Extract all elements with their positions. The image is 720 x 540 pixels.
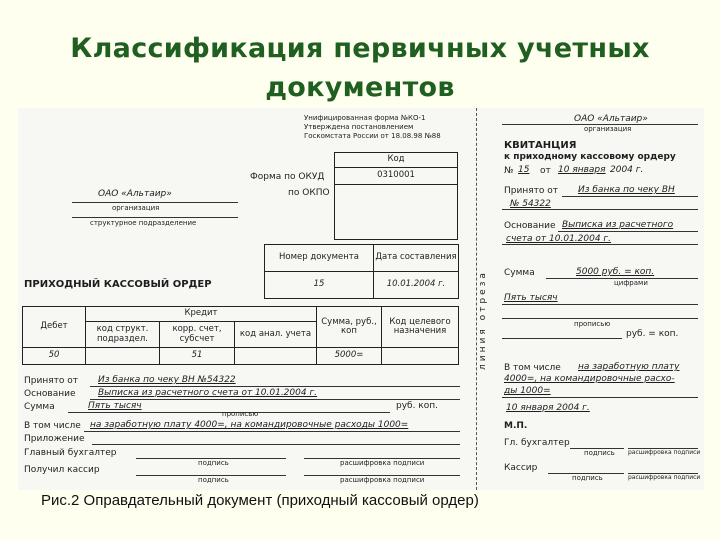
struct-code-value [85, 347, 160, 365]
receipt-received-from-label: Принято от [504, 186, 558, 196]
sign-decode-caption-1: расшифровка подписи [340, 459, 425, 467]
slide-title-line2: документов [265, 72, 455, 103]
sum-value: 5000= [316, 347, 382, 365]
sum-words: Пять тысяч [88, 401, 142, 411]
receipt-org-name: ОАО «Альтаир» [574, 114, 648, 124]
receipt-including-label: В том числе [504, 363, 561, 373]
receipt-signature-caption-2: подпись [572, 474, 603, 482]
cut-line [476, 108, 477, 490]
cut-line-label: линия отреза [478, 270, 488, 370]
anal-code-header: код анал. учета [234, 321, 317, 348]
receipt-signature-caption-1: подпись [584, 449, 615, 457]
receipt-received-from-2: № 54322 [510, 199, 551, 209]
basis-value: Выписка из расчетного счета от 10.01.2004 г. [98, 388, 318, 398]
receipt-digits-caption: цифрами [614, 279, 648, 287]
receipt-org-caption: организация [584, 125, 632, 133]
receipt-sign-decode-caption-1: расшифровка подписи [628, 449, 701, 456]
receipt-stamp-mark: М.П. [504, 421, 528, 431]
receipt-received-from-1: Из банка по чеку ВН [578, 185, 675, 195]
corr-account-header: корр. счет, субсчет [159, 321, 235, 348]
receipt-propis-caption: прописью [574, 320, 611, 328]
debit-value: 50 [22, 347, 86, 365]
signature-caption-1: подпись [198, 459, 229, 467]
receipt-sum-words: Пять тысяч [504, 293, 558, 303]
scanned-document [18, 108, 704, 490]
okpo-label: по ОКПО [288, 188, 330, 198]
debit-header: Дебет [22, 306, 86, 348]
including-value: на заработную плату 4000=, на командировочные расходы 1000= [90, 420, 409, 430]
receipt-including-1: на заработную плату [578, 362, 680, 372]
docdate-value: 10.01.2004 г. [373, 271, 459, 299]
basis-label: Основание [24, 389, 76, 399]
receipt-chief-accountant-label: Гл. бухгалтер [504, 438, 570, 448]
org-caption: организация [112, 204, 160, 212]
receipt-title: КВИТАНЦИЯ [504, 140, 577, 151]
including-label: В том числе [24, 421, 81, 431]
docnum-value: 15 [264, 271, 374, 299]
received-from-label: Принято от [24, 376, 78, 386]
form-header-3: Госкомстата России от 18.08.98 №88 [304, 132, 441, 140]
form-header-1: Унифицированная форма №КО-1 [304, 114, 426, 122]
receipt-num: 15 [518, 165, 530, 175]
docnum-header: Номер документа [264, 244, 374, 272]
receipt-num-prefix: № [504, 166, 514, 176]
dept-caption: структурное подразделение [90, 219, 197, 227]
figure-caption: Рис.2 Оправдательный документ (приходный кассовый ордер) [41, 492, 479, 509]
sign-decode-caption-2: расшифровка подписи [340, 476, 425, 484]
okpo-code-box [334, 184, 458, 240]
purpose-code-value [381, 347, 459, 365]
sum-label: Сумма [24, 402, 55, 412]
receipt-including-2: 4000=, на командировочные расхо- [504, 374, 675, 384]
receipt-sign-decode-caption-2: расшифровка подписи [628, 474, 701, 481]
slide-title-line1: Классификация первичных учетных [70, 33, 650, 64]
attachment-label: Приложение [24, 434, 85, 444]
receipt-basis-2: счета от 10.01.2004 г. [506, 234, 612, 244]
receipt-date: 10 января [558, 165, 606, 175]
receipt-sum-num: 5000 руб. = коп. [576, 267, 655, 277]
signature-caption-2: подпись [198, 476, 229, 484]
receipt-subtitle: к приходному кассовому ордеру [504, 152, 676, 162]
okud-code: 0310001 [334, 167, 458, 185]
cashier-label: Получил кассир [24, 465, 100, 475]
receipt-year: 2004 г. [610, 165, 644, 175]
okud-label: Форма по ОКУД [250, 172, 325, 182]
receipt-including-3: ды 1000= [504, 386, 551, 396]
receipt-cashier-label: Кассир [504, 463, 538, 473]
chief-accountant-label: Главный бухгалтер [24, 448, 117, 458]
sum-header: Сумма, руб., коп [316, 306, 382, 348]
anal-code-value [234, 347, 317, 365]
receipt-date-full: 10 января 2004 г. [506, 403, 590, 413]
code-header: Код [334, 152, 458, 168]
propis-caption: прописью [222, 410, 259, 418]
received-from-value: Из банка по чеку ВН №54322 [98, 375, 236, 385]
receipt-basis-1: Выписка из расчетного [562, 220, 674, 230]
receipt-date-prefix: от [540, 166, 551, 176]
rub-kop: руб. коп. [396, 401, 438, 411]
receipt-sum-label: Сумма [504, 268, 535, 278]
corr-account-value: 51 [159, 347, 235, 365]
org-name: ОАО «Альтаир» [98, 189, 172, 199]
struct-code-header: код структ. подраздел. [85, 321, 160, 348]
receipt-basis-label: Основание [504, 221, 556, 231]
credit-header: Кредит [85, 306, 317, 322]
doc-title: ПРИХОДНЫЙ КАССОВЫЙ ОРДЕР [24, 279, 212, 290]
form-header-2: Утверждена постановлением [304, 123, 414, 131]
purpose-code-header: Код целевого назначения [381, 306, 459, 348]
receipt-rub-kop: руб. = коп. [626, 329, 679, 339]
docdate-header: Дата составления [373, 244, 459, 272]
